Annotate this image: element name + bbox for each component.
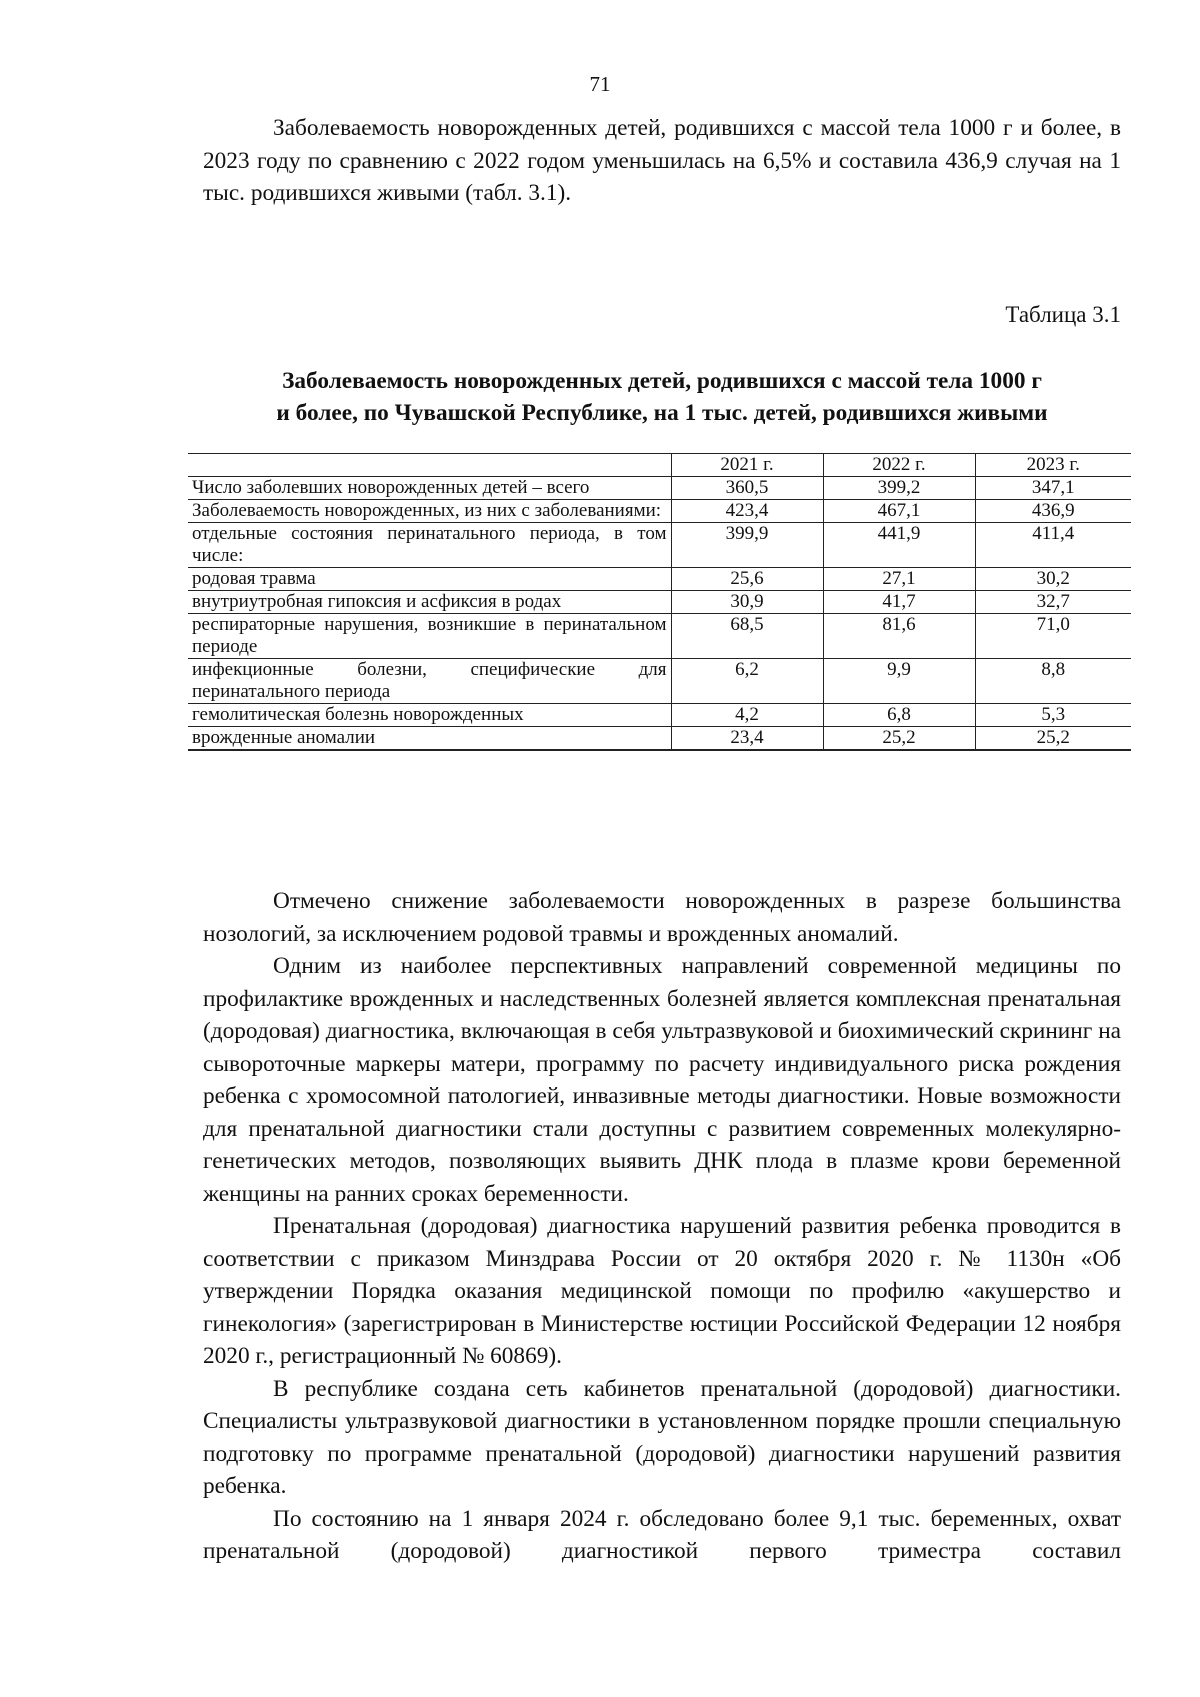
cell-2023: 8,8 bbox=[975, 659, 1131, 704]
intro-paragraph: Заболеваемость новорожденных детей, родившихся с массой тела 1000 г и более, в 2023 году по сравнению с 2022 годом уменьшилась на 6,5% и составила 436,9 случая на 1 тыс. родившихся живыми (табл. 3.1). bbox=[203, 115, 1121, 206]
row-label: отдельные состояния перинатального периода, в том числе: bbox=[188, 523, 671, 568]
cell-2021: 4,2 bbox=[671, 704, 823, 727]
cell-2021: 399,9 bbox=[671, 523, 823, 568]
paragraph-1: Отмечено снижение заболеваемости новорожденных в разрезе большинства нозологий, за исключением родовой травмы и врожденных аномалий. bbox=[203, 888, 1121, 947]
paragraph-5: По состоянию на 1 января 2024 г. обследовано более 9,1 тыс. беременных, охват пренатальной (дородовой) диагностикой первого триместра составил bbox=[203, 1505, 1121, 1564]
row-label: внутриутробная гипоксия и асфиксия в родах bbox=[188, 591, 671, 614]
header-2022: 2022 г. bbox=[823, 454, 975, 477]
table-title bbox=[203, 365, 1121, 429]
table-title-line-2: и более, по Чувашской Республике, на 1 тыс. детей, родившихся живыми bbox=[276, 400, 1048, 426]
row-label: гемолитическая болезнь новорожденных bbox=[188, 704, 671, 727]
cell-2021: 25,6 bbox=[671, 568, 823, 591]
cell-2022: 27,1 bbox=[823, 568, 975, 591]
row-label: Заболеваемость новорожденных, из них с заболеваниями: bbox=[188, 500, 671, 523]
cell-2023: 347,1 bbox=[975, 477, 1131, 500]
paragraph-3: Пренатальная (дородовая) диагностика нарушений развития ребенка проводится в соответствии с приказом Минздрава России от 20 октября 2020 г. № 1130н «Об утверждении Порядка оказания медицинской помощи по профилю «акушерство и гинекология» (зарегистрирован в Министерстве юстиции Российской Федерации 12 ноября 2020 г., регистрационный № 60869). bbox=[203, 1213, 1121, 1369]
header-empty bbox=[188, 454, 671, 477]
cell-2022: 6,8 bbox=[823, 704, 975, 727]
paragraph-2: Одним из наиболее перспективных направлений современной медицины по профилактике врожденных и наследственных болезней является комплексная пренатальная (дородовая) диагностика, включающая в себя ультразвуковой и биохимический скрининг на сывороточные маркеры матери, программу по расчету индивидуального риска рождения ребенка с хромосомной патологией, инвазивные методы диагностики. Новые возможности для пренатальной диагностики стали доступны с развитием современных молекулярно-генетических методов, позволяющих выявить ДНК плода в плазме крови беременной женщины на ранних сроках беременности. bbox=[203, 953, 1121, 1207]
cell-2022: 399,2 bbox=[823, 477, 975, 500]
cell-2023: 5,3 bbox=[975, 704, 1131, 727]
paragraph-4: В республике создана сеть кабинетов пренатальной (дородовой) диагностики. Специалисты ультразвуковой диагностики в установленном порядке прошли специальную подготовку по программе пренатальной (дородовой) диагностики нарушений развития ребенка. bbox=[203, 1375, 1121, 1499]
table-row bbox=[188, 704, 1131, 727]
page-number: 71 bbox=[589, 72, 611, 96]
table-row bbox=[188, 614, 1131, 659]
cell-2022: 25,2 bbox=[823, 727, 975, 751]
cell-2022: 441,9 bbox=[823, 523, 975, 568]
table-row bbox=[188, 523, 1131, 568]
row-label: врожденные аномалии bbox=[188, 727, 671, 751]
cell-2022: 41,7 bbox=[823, 591, 975, 614]
table-row bbox=[188, 591, 1131, 614]
cell-2023: 436,9 bbox=[975, 500, 1131, 523]
table-label: Таблица 3.1 bbox=[1005, 302, 1121, 327]
row-label: Число заболевших новорожденных детей – всего bbox=[188, 477, 671, 500]
cell-2022: 9,9 bbox=[823, 659, 975, 704]
row-label: респираторные нарушения, возникшие в перинатальном периоде bbox=[188, 614, 671, 659]
table-row bbox=[188, 727, 1131, 751]
cell-2021: 23,4 bbox=[671, 727, 823, 751]
cell-2023: 25,2 bbox=[975, 727, 1131, 751]
table-row bbox=[188, 500, 1131, 523]
table-row bbox=[188, 477, 1131, 500]
row-label: родовая травма bbox=[188, 568, 671, 591]
table-row bbox=[188, 659, 1131, 704]
table-row bbox=[188, 568, 1131, 591]
cell-2022: 467,1 bbox=[823, 500, 975, 523]
cell-2021: 68,5 bbox=[671, 614, 823, 659]
header-2023: 2023 г. bbox=[975, 454, 1131, 477]
header-2021: 2021 г. bbox=[671, 454, 823, 477]
table-title-line-1: Заболеваемость новорожденных детей, родившихся с массой тела 1000 г bbox=[282, 368, 1042, 394]
cell-2021: 360,5 bbox=[671, 477, 823, 500]
cell-2021: 6,2 bbox=[671, 659, 823, 704]
morbidity-table bbox=[188, 453, 1131, 751]
table-header-row bbox=[188, 454, 1131, 477]
cell-2023: 30,2 bbox=[975, 568, 1131, 591]
cell-2021: 30,9 bbox=[671, 591, 823, 614]
cell-2023: 71,0 bbox=[975, 614, 1131, 659]
body-text bbox=[0, 885, 1200, 1568]
cell-2023: 411,4 bbox=[975, 523, 1131, 568]
cell-2022: 81,6 bbox=[823, 614, 975, 659]
row-label: инфекционные болезни, специфические для перинатального периода bbox=[188, 659, 671, 704]
cell-2021: 423,4 bbox=[671, 500, 823, 523]
cell-2023: 32,7 bbox=[975, 591, 1131, 614]
